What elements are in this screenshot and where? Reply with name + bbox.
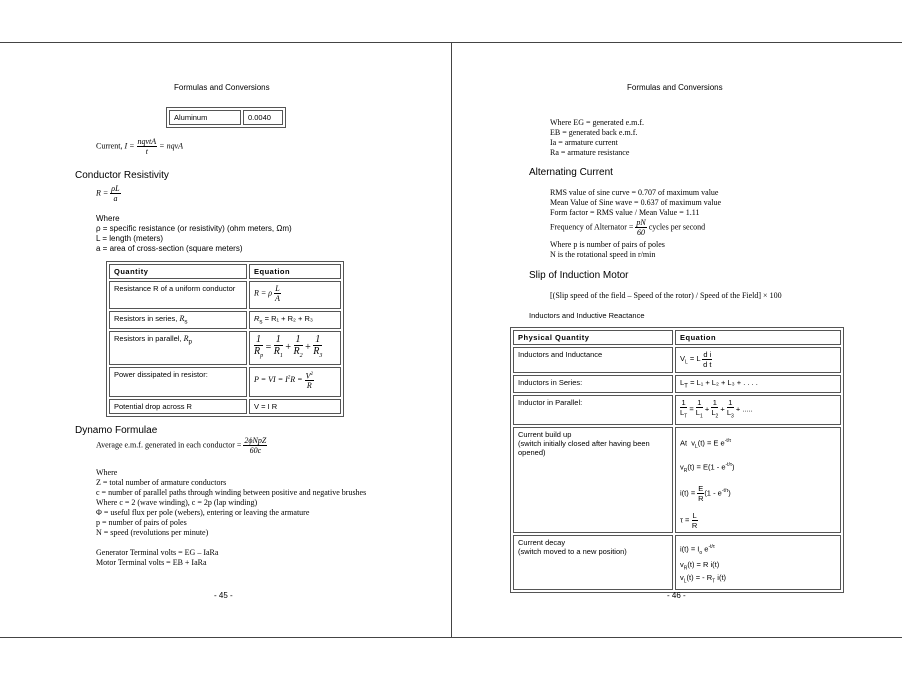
frequency-label: Frequency of Alternator = xyxy=(550,222,634,232)
eq-subscript: s xyxy=(259,318,263,326)
frequency-formula xyxy=(550,218,705,237)
inductor-table xyxy=(510,327,844,593)
current-num: nqvtA xyxy=(137,137,157,146)
quantity-symbol: R xyxy=(179,314,185,323)
page-number: - 45 - xyxy=(214,591,233,600)
where-label: Where xyxy=(96,214,120,223)
quantity-cell: Inductors and Inductance xyxy=(513,347,673,373)
alternating-current-title: Alternating Current xyxy=(529,167,613,178)
where-line: Ra = armature resistance xyxy=(550,148,630,157)
where-line: Ia = armature current xyxy=(550,138,618,147)
where-line: ρ = specific resistance (or resistivity) (ohm meters, Ωm) xyxy=(96,224,292,233)
dynamo-where-line: Where c = 2 (wave winding), c = 2p (lap winding) xyxy=(96,498,258,507)
frequency-suffix: cycles per second xyxy=(648,222,706,232)
emf-fraction xyxy=(243,436,267,455)
dynamo-where-line: N = speed (revolutions per minute) xyxy=(96,528,209,537)
resistance-table xyxy=(106,261,344,417)
equation-cell: At $v_L(t) = E$ $e^{-t/\tau}$ $v_R(t) = E(1 - e^{-t/\tau})$ i(t) = $\frac{E}{R}$ $(1 - e^{-t/\tau})$ τ = $\frac{L}{R}$ xyxy=(675,427,841,533)
ac-line: Where p is number of pairs of poles xyxy=(550,240,665,249)
emf-label: Average e.m.f. generated in each conductor = xyxy=(96,440,242,450)
quantity-subscript: p xyxy=(188,338,192,345)
resistivity-den: a xyxy=(113,194,118,203)
quantity-text: Resistors in parallel, xyxy=(114,333,182,343)
ac-line: Form factor = RMS value / Mean Value = 1.11 xyxy=(550,208,700,217)
table-row xyxy=(513,347,841,373)
where-line: Where EG = generated e.m.f. xyxy=(550,118,645,127)
ac-line: RMS value of sine curve = 0.707 of maximum value xyxy=(550,188,719,197)
dynamo-where-line: p = number of pairs of poles xyxy=(96,518,187,527)
dynamo-where-line: Z = total number of armature conductors xyxy=(96,478,227,487)
quantity-text: Resistors in series, xyxy=(114,314,178,323)
equation-cell: V = I R xyxy=(249,399,341,414)
table-row xyxy=(109,399,341,414)
current-fraction xyxy=(137,137,158,156)
terminal-line: Motor Terminal volts = EB + IaRa xyxy=(96,558,207,567)
resistivity-formula xyxy=(96,184,121,203)
frequency-num: pN xyxy=(636,218,646,227)
column-header: Equation xyxy=(249,264,341,279)
quantity-cell xyxy=(109,331,247,365)
ac-line: Mean Value of Sine wave = 0.637 of maximum value xyxy=(550,198,721,207)
dynamo-where-line: Φ = useful flux per pole (webers), entering or leaving the armature xyxy=(96,508,310,517)
resistivity-fraction xyxy=(110,184,120,203)
left-page xyxy=(0,42,452,638)
quantity-cell xyxy=(109,311,247,329)
terminal-line: Generator Terminal volts = EG – IaRa xyxy=(96,548,219,557)
table-row xyxy=(513,427,841,533)
current-label: Current, xyxy=(96,141,123,151)
page-header: Formulas and Conversions xyxy=(627,83,723,92)
current-formula xyxy=(96,137,183,156)
dynamo-where-line: c = number of parallel paths through winding between positive and negative brushes xyxy=(96,488,367,497)
quantity-cell: Inductor in Parallel: xyxy=(513,395,673,425)
frequency-fraction xyxy=(635,218,646,237)
current-den: t xyxy=(145,147,148,156)
equation-cell: P = VI = $I^2R$ = $\frac{V^2}{R}$ xyxy=(249,367,341,397)
slip-title: Slip of Induction Motor xyxy=(529,270,629,281)
equation-cell xyxy=(675,375,841,393)
quantity-subscript: s xyxy=(184,318,188,326)
column-header: Quantity xyxy=(109,264,247,279)
quantity-cell: Current build up (switch initially closed after having been opened) xyxy=(513,427,673,533)
table-row xyxy=(109,281,341,309)
quantity-cell: Inductors in Series: xyxy=(513,375,673,393)
dynamo-where-label: Where xyxy=(96,468,118,477)
table-row xyxy=(513,395,841,425)
current-rhs: = nqvA xyxy=(159,141,184,151)
eq-symbol: L xyxy=(680,378,685,387)
quantity-cell: Potential drop across R xyxy=(109,399,247,414)
aluminum-table xyxy=(166,107,286,128)
equation-cell: $\frac{1}{L_T}$ = $\frac{1}{L_1}$ + $\frac{1}{L_2}$ + $\frac{1}{L_3}$ + ..... xyxy=(675,395,841,425)
material-value: 0.0040 xyxy=(243,110,283,125)
equation-cell: $\frac{1}{R_p}$ = $\frac{1}{R_1}$ + $\frac{1}{R_2}$ + $\frac{1}{R_3}$ xyxy=(249,331,341,365)
quantity-cell: Power dissipated in resistor: xyxy=(109,367,247,397)
where-line: EB = generated back e.m.f. xyxy=(550,128,638,137)
current-lhs: I = xyxy=(124,141,135,151)
inductor-heading: Inductors and Inductive Reactance xyxy=(529,311,645,320)
emf-den: 60c xyxy=(249,446,262,455)
equation-cell xyxy=(249,311,341,329)
material-name: Aluminum xyxy=(169,110,241,125)
emf-num: 2ϕNpZ xyxy=(244,436,267,445)
table-row xyxy=(513,375,841,393)
right-page xyxy=(451,42,902,638)
resistivity-num: ρL xyxy=(111,184,120,193)
column-header: Physical Quantity xyxy=(513,330,673,345)
dynamo-formulae-title: Dynamo Formulae xyxy=(75,425,158,436)
quantity-cell: Resistance R of a uniform conductor xyxy=(109,281,247,309)
table-row xyxy=(109,311,341,329)
page-header: Formulas and Conversions xyxy=(174,83,270,92)
column-header: Equation xyxy=(675,330,841,345)
conductor-resistivity-title: Conductor Resistivity xyxy=(75,170,169,181)
resistivity-lhs: R = xyxy=(96,188,109,198)
table-row xyxy=(109,331,341,365)
table-row xyxy=(109,367,341,397)
equation-cell: $i(t) = I_o$ $e^{-t/\tau}$ $v_R(t) = R$ i(t) $v_L(t)$ = - $R_T$ i(t) xyxy=(675,535,841,590)
eq-symbol: R xyxy=(254,314,260,323)
ac-line: N is the rotational speed in r/min xyxy=(550,250,656,259)
slip-formula: [(Slip speed of the field – Speed of the rotor) / Speed of the Field] × 100 xyxy=(550,291,782,300)
quantity-symbol: R xyxy=(183,333,189,343)
where-line: L = length (meters) xyxy=(96,234,164,243)
frequency-den: 60 xyxy=(637,228,646,237)
equation-cell: R = ρ $\frac{L}{A}$ xyxy=(249,281,341,309)
equation-cell: $V_L = L$ $\frac{\text{d i}}{\text{d t}}$ xyxy=(675,347,841,373)
page-number: - 46 - xyxy=(667,591,686,600)
where-line: a = area of cross-section (square meters) xyxy=(96,244,243,253)
quantity-cell: Current decay (switch moved to a new position) xyxy=(513,535,673,590)
eq-rest: = R₁ + R₂ + R₃ xyxy=(262,314,313,323)
emf-formula xyxy=(96,436,267,455)
eq-rest: = L₁ + L₂ + L₃ + . . . . xyxy=(688,378,758,387)
table-header-row xyxy=(109,264,341,279)
eq-subscript: T xyxy=(684,382,688,390)
table-row xyxy=(513,535,841,590)
table-header-row xyxy=(513,330,841,345)
